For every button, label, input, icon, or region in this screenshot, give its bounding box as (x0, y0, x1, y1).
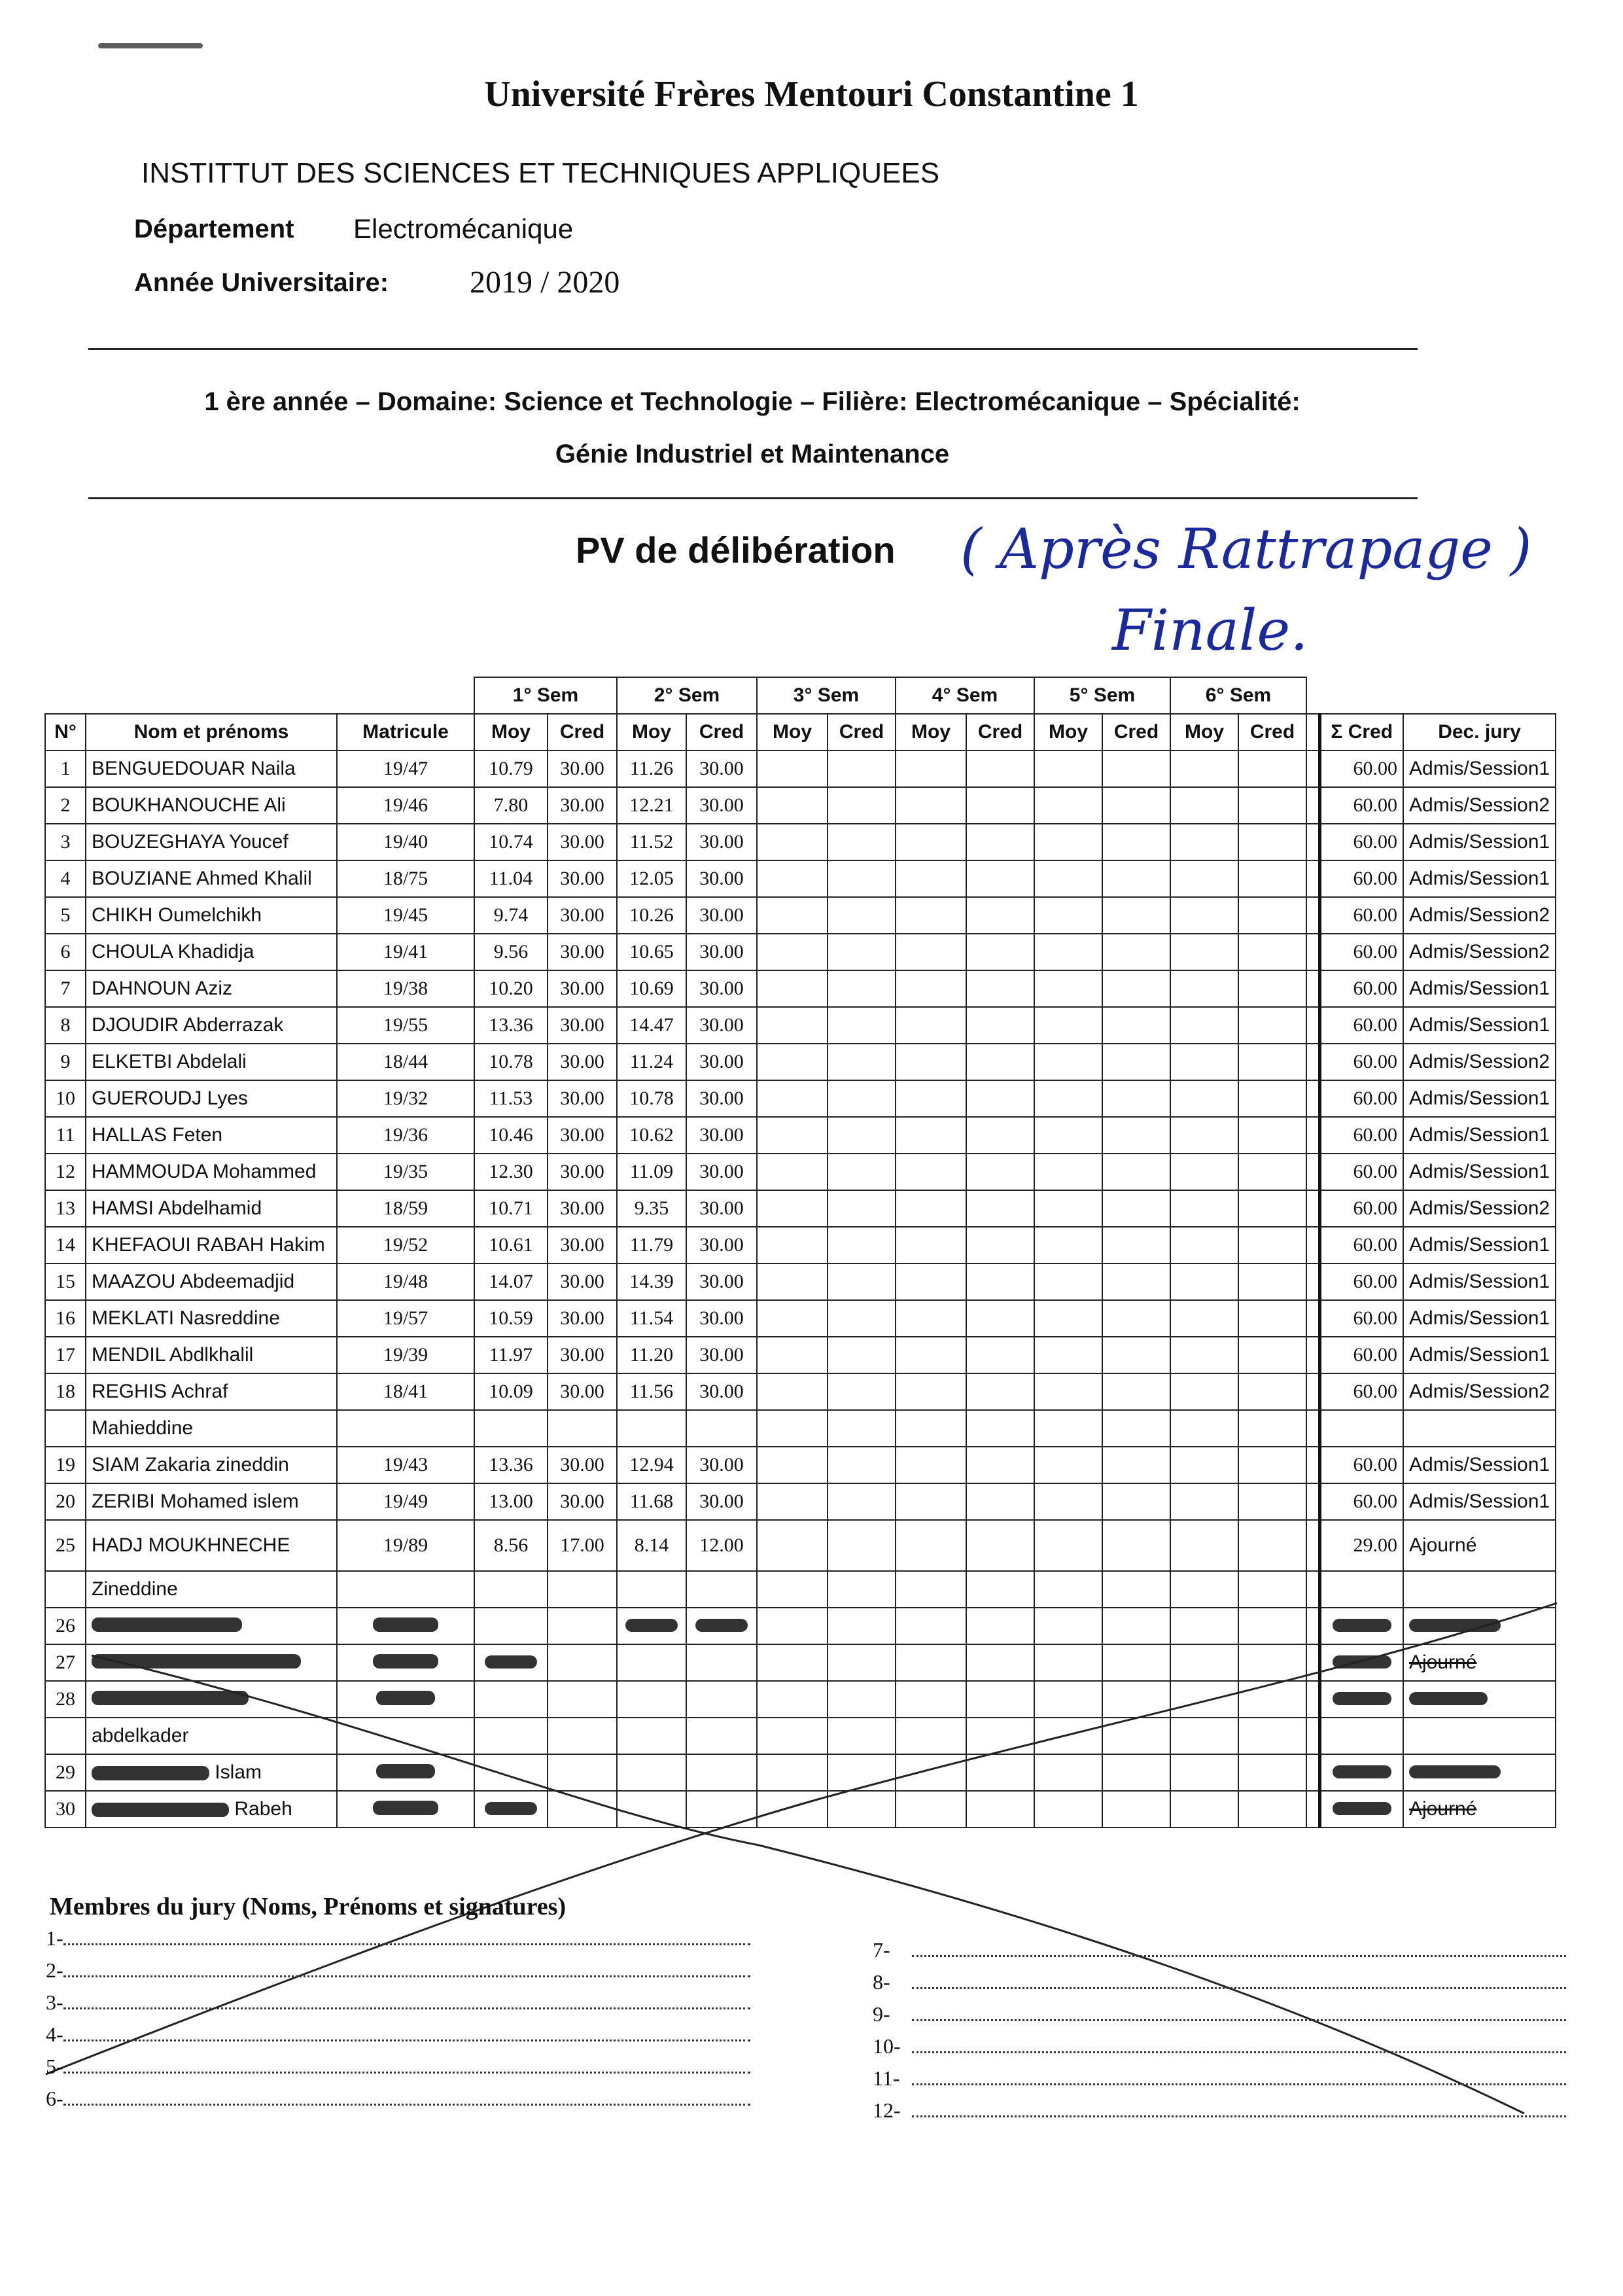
row25-moy1: 8.56 (474, 1520, 548, 1571)
cell-no: 8 (45, 1007, 86, 1044)
cell-moy2: 11.24 (617, 1044, 686, 1080)
col-moy-2: Moy (617, 714, 686, 751)
cell-no: 1 (45, 751, 86, 787)
row25-cred1: 17.00 (548, 1520, 617, 1571)
jury-line-8: 8- (873, 1970, 1566, 2002)
cell-sum-cred: 60.00 (1319, 897, 1403, 934)
cell-cred1: 30.00 (548, 1227, 617, 1263)
specialty-line-1: 1 ère année – Domaine: Science et Technologie – Filière: Electromécanique – Spécialité: (204, 387, 1300, 416)
cell-moy2: 11.79 (617, 1227, 686, 1263)
cell-cred1: 30.00 (548, 1373, 617, 1410)
cell-cred2: 30.00 (686, 787, 757, 824)
cell-matricule: 18/75 (337, 860, 474, 897)
cell-moy2: 10.78 (617, 1080, 686, 1117)
jury-line-9: 9- (873, 2002, 1566, 2034)
cell-sum-cred: 60.00 (1319, 1190, 1403, 1227)
jury-left-list (46, 1926, 750, 2119)
cell-no: 7 (45, 970, 86, 1007)
row28-no: 28 (45, 1681, 86, 1718)
cell-moy1: 10.20 (474, 970, 548, 1007)
cell-cred1: 30.00 (548, 1300, 617, 1337)
row19-no: 19 (45, 1447, 86, 1483)
cell-sum-cred: 60.00 (1319, 1373, 1403, 1410)
cell-name: GUEROUDJ Lyes (86, 1080, 337, 1117)
jury-line-10: 10- (873, 2034, 1566, 2066)
cell-moy2: 11.52 (617, 824, 686, 860)
col-cred-4: Cred (966, 714, 1034, 751)
cell-no: 13 (45, 1190, 86, 1227)
cell-decision: Admis/Session2 (1403, 897, 1556, 934)
cell-cred2: 30.00 (686, 1300, 757, 1337)
cell-moy2: 11.26 (617, 751, 686, 787)
cell-cred1: 30.00 (548, 934, 617, 970)
cell-cred1: 30.00 (548, 824, 617, 860)
cell-moy2: 11.56 (617, 1373, 686, 1410)
cell-no: 6 (45, 934, 86, 970)
cell-no: 10 (45, 1080, 86, 1117)
department-label: Département (134, 215, 294, 243)
cell-decision: Admis/Session1 (1403, 1300, 1556, 1337)
cell-sum-cred: 60.00 (1319, 860, 1403, 897)
row25-name-bottom: Zineddine (86, 1571, 337, 1608)
cell-matricule: 19/47 (337, 751, 474, 787)
sem1-header: 1° Sem (474, 677, 617, 714)
row27-no: 27 (45, 1644, 86, 1681)
cell-moy1: 10.59 (474, 1300, 548, 1337)
row19-name: SIAM Zakaria zineddin (86, 1447, 337, 1483)
row20-matricule: 19/49 (337, 1483, 474, 1520)
cell-matricule: 19/39 (337, 1337, 474, 1373)
cell-no: 15 (45, 1263, 86, 1300)
col-decision: Dec. jury (1403, 714, 1556, 751)
cell-matricule: 19/32 (337, 1080, 474, 1117)
cell-cred2: 30.00 (686, 1190, 757, 1227)
row25-matricule: 19/89 (337, 1520, 474, 1571)
cell-decision: Admis/Session2 (1403, 1190, 1556, 1227)
row20-cred2: 30.00 (686, 1483, 757, 1520)
col-cred-6: Cred (1238, 714, 1306, 751)
cell-decision: Admis/Session1 (1403, 860, 1556, 897)
cell-no: 2 (45, 787, 86, 824)
cell-cred2: 30.00 (686, 970, 757, 1007)
col-moy-5: Moy (1034, 714, 1102, 751)
cell-moy2: 12.05 (617, 860, 686, 897)
cell-name: HAMMOUDA Mohammed (86, 1154, 337, 1190)
cell-moy1: 13.36 (474, 1007, 548, 1044)
row25-sum: 29.00 (1319, 1520, 1403, 1571)
university-title: Université Frères Mentouri Constantine 1 (484, 74, 1139, 115)
cell-no: 11 (45, 1117, 86, 1154)
cell-cred2: 30.00 (686, 1373, 757, 1410)
cell-cred2: 30.00 (686, 751, 757, 787)
cell-decision: Admis/Session1 (1403, 1227, 1556, 1263)
institute-name: INSTITTUT DES SCIENCES ET TECHNIQUES APPLIQUEES (141, 157, 940, 189)
sem5-header: 5° Sem (1034, 677, 1170, 714)
cell-decision: Admis/Session1 (1403, 1263, 1556, 1300)
col-moy-1: Moy (474, 714, 548, 751)
cell-matricule: 19/38 (337, 970, 474, 1007)
year-label: Année Universitaire: (134, 268, 389, 297)
cell-matricule: 19/45 (337, 897, 474, 934)
row19-name-top: Mahieddine (86, 1410, 337, 1447)
row26-no: 26 (45, 1608, 86, 1644)
cell-moy2: 10.26 (617, 897, 686, 934)
col-moy-3: Moy (757, 714, 828, 751)
cell-sum-cred: 60.00 (1319, 1007, 1403, 1044)
row25-no: 25 (45, 1520, 86, 1571)
cell-cred2: 30.00 (686, 1117, 757, 1154)
cell-sum-cred: 60.00 (1319, 1300, 1403, 1337)
cell-cred2: 30.00 (686, 1080, 757, 1117)
cell-cred1: 30.00 (548, 970, 617, 1007)
cell-cred2: 30.00 (686, 897, 757, 934)
jury-title: Membres du jury (Noms, Prénoms et signatures) (50, 1893, 567, 1920)
cell-name: MENDIL Abdlkhalil (86, 1337, 337, 1373)
cell-no: 12 (45, 1154, 86, 1190)
cell-cred2: 30.00 (686, 1337, 757, 1373)
row20-sum: 60.00 (1319, 1483, 1403, 1520)
cell-name: MAAZOU Abdeemadjid (86, 1263, 337, 1300)
cell-cred1: 30.00 (548, 1154, 617, 1190)
cell-moy1: 10.74 (474, 824, 548, 860)
cell-sum-cred: 60.00 (1319, 934, 1403, 970)
cell-cred1: 30.00 (548, 1337, 617, 1373)
row29-name-top: abdelkader (86, 1718, 337, 1754)
cell-cred2: 30.00 (686, 1154, 757, 1190)
cell-decision: Admis/Session1 (1403, 1337, 1556, 1373)
cell-no: 4 (45, 860, 86, 897)
cell-decision: Admis/Session2 (1403, 787, 1556, 824)
col-cred-3: Cred (828, 714, 896, 751)
jury-line-5: 5- (46, 2055, 750, 2087)
cell-moy1: 10.78 (474, 1044, 548, 1080)
sem3-header: 3° Sem (757, 677, 896, 714)
cell-cred1: 30.00 (548, 1263, 617, 1300)
cell-moy2: 9.35 (617, 1190, 686, 1227)
cell-moy1: 12.30 (474, 1154, 548, 1190)
pv-title: PV de délibération (576, 529, 896, 571)
cell-cred1: 30.00 (548, 751, 617, 787)
year-value: 2019 / 2020 (470, 265, 620, 300)
cell-sum-cred: 60.00 (1319, 1080, 1403, 1117)
cell-decision: Admis/Session1 (1403, 1117, 1556, 1154)
jury-line-11: 11- (873, 2066, 1566, 2098)
cell-moy1: 10.71 (474, 1190, 548, 1227)
cell-decision: Admis/Session1 (1403, 1154, 1556, 1190)
cell-sum-cred: 60.00 (1319, 1227, 1403, 1263)
cell-moy1: 10.61 (474, 1227, 548, 1263)
row29-no: 29 (45, 1754, 86, 1791)
cell-sum-cred: 60.00 (1319, 1044, 1403, 1080)
cell-decision: Admis/Session1 (1403, 1080, 1556, 1117)
cell-matricule: 19/40 (337, 824, 474, 860)
cell-matricule: 19/41 (337, 934, 474, 970)
cell-no: 5 (45, 897, 86, 934)
cell-cred2: 30.00 (686, 824, 757, 860)
cell-no: 18 (45, 1373, 86, 1410)
row20-moy2: 11.68 (617, 1483, 686, 1520)
cell-decision: Admis/Session1 (1403, 751, 1556, 787)
cell-cred2: 30.00 (686, 934, 757, 970)
cell-moy1: 7.80 (474, 787, 548, 824)
cell-name: REGHIS Achraf (86, 1373, 337, 1410)
col-cred-2: Cred (686, 714, 757, 751)
cell-name: ELKETBI Abdelali (86, 1044, 337, 1080)
cell-moy2: 14.39 (617, 1263, 686, 1300)
cell-sum-cred: 60.00 (1319, 1337, 1403, 1373)
cell-moy2: 12.21 (617, 787, 686, 824)
cell-sum-cred: 60.00 (1319, 1117, 1403, 1154)
sem6-header: 6° Sem (1170, 677, 1306, 714)
cell-matricule: 18/44 (337, 1044, 474, 1080)
cell-no: 3 (45, 824, 86, 860)
handwritten-note-line-2: Finale. (1112, 598, 1308, 663)
row19-cred2: 30.00 (686, 1447, 757, 1483)
cell-cred1: 30.00 (548, 1044, 617, 1080)
col-moy-4: Moy (896, 714, 966, 751)
cell-cred1: 30.00 (548, 1007, 617, 1044)
row30-decision: Ajourné (1403, 1791, 1556, 1828)
col-no: N° (45, 714, 86, 751)
row20-cred1: 30.00 (548, 1483, 617, 1520)
cell-matricule: 19/36 (337, 1117, 474, 1154)
col-cred-5: Cred (1102, 714, 1170, 751)
cell-name: BENGUEDOUAR Naila (86, 751, 337, 787)
cell-matricule: 18/59 (337, 1190, 474, 1227)
row30-no: 30 (45, 1791, 86, 1828)
cell-sum-cred: 60.00 (1319, 1263, 1403, 1300)
cell-matricule: 19/57 (337, 1300, 474, 1337)
cell-cred1: 30.00 (548, 787, 617, 824)
cell-sum-cred: 60.00 (1319, 824, 1403, 860)
cell-moy2: 10.65 (617, 934, 686, 970)
cell-no: 9 (45, 1044, 86, 1080)
cell-cred1: 30.00 (548, 1190, 617, 1227)
row20-decision: Admis/Session1 (1403, 1483, 1556, 1520)
cell-no: 14 (45, 1227, 86, 1263)
cell-name: DAHNOUN Aziz (86, 970, 337, 1007)
jury-right-list (873, 1938, 1566, 2130)
cell-cred1: 30.00 (548, 860, 617, 897)
cell-decision: Admis/Session1 (1403, 824, 1556, 860)
row25-decision: Ajourné (1403, 1520, 1556, 1571)
col-cred-1: Cred (548, 714, 617, 751)
cell-sum-cred: 60.00 (1319, 751, 1403, 787)
col-name: Nom et prénoms (86, 714, 337, 751)
row19-cred1: 30.00 (548, 1447, 617, 1483)
jury-line-7: 7- (873, 1938, 1566, 1970)
cell-cred2: 30.00 (686, 860, 757, 897)
row29-name: Islam (215, 1761, 262, 1783)
cell-sum-cred: 60.00 (1319, 1154, 1403, 1190)
row27-decision: Ajourné (1403, 1644, 1556, 1681)
cell-name: BOUZEGHAYA Youcef (86, 824, 337, 860)
jury-line-12: 12- (873, 2098, 1566, 2130)
handwritten-note-line-1: ( Après Rattrapage ) (960, 517, 1532, 581)
cell-name: HAMSI Abdelhamid (86, 1190, 337, 1227)
cell-moy2: 11.54 (617, 1300, 686, 1337)
department-value: Electromécanique (353, 213, 574, 244)
cell-matricule: 19/48 (337, 1263, 474, 1300)
specialty-line-2: Génie Industriel et Maintenance (555, 440, 950, 468)
row19-moy1: 13.36 (474, 1447, 548, 1483)
cell-name: BOUKHANOUCHE Ali (86, 787, 337, 824)
row25-name: HADJ MOUKHNECHE (86, 1520, 337, 1571)
cell-matricule: 19/55 (337, 1007, 474, 1044)
col-moy-6: Moy (1170, 714, 1238, 751)
row19-matricule: 19/43 (337, 1447, 474, 1483)
cell-sum-cred: 60.00 (1319, 970, 1403, 1007)
sem2-header: 2° Sem (617, 677, 757, 714)
row30-name: Rabeh (234, 1798, 292, 1820)
cell-name: CHOULA Khadidja (86, 934, 337, 970)
cell-name: MEKLATI Nasreddine (86, 1300, 337, 1337)
cell-moy1: 10.09 (474, 1373, 548, 1410)
cell-name: DJOUDIR Abderrazak (86, 1007, 337, 1044)
cell-matricule: 19/52 (337, 1227, 474, 1263)
jury-line-3: 3- (46, 1990, 750, 2022)
row25-cred2: 12.00 (686, 1520, 757, 1571)
col-sum-cred: Σ Cred (1319, 714, 1403, 751)
jury-line-4: 4- (46, 2022, 750, 2055)
cell-moy1: 11.04 (474, 860, 548, 897)
cell-moy2: 10.62 (617, 1117, 686, 1154)
cell-cred1: 30.00 (548, 897, 617, 934)
cell-decision: Admis/Session1 (1403, 1007, 1556, 1044)
cell-moy1: 9.56 (474, 934, 548, 970)
cell-cred1: 30.00 (548, 1080, 617, 1117)
cell-name: CHIKH Oumelchikh (86, 897, 337, 934)
cell-decision: Admis/Session2 (1403, 1044, 1556, 1080)
cell-moy1: 10.79 (474, 751, 548, 787)
cell-moy2: 10.69 (617, 970, 686, 1007)
cell-moy1: 11.97 (474, 1337, 548, 1373)
cell-moy2: 11.09 (617, 1154, 686, 1190)
jury-line-6: 6- (46, 2087, 750, 2119)
cell-decision: Admis/Session2 (1403, 1373, 1556, 1410)
jury-line-2: 2- (46, 1958, 750, 1990)
cell-sum-cred: 60.00 (1319, 787, 1403, 824)
cell-cred2: 30.00 (686, 1044, 757, 1080)
row20-no: 20 (45, 1483, 86, 1520)
cell-moy1: 9.74 (474, 897, 548, 934)
cell-moy2: 14.47 (617, 1007, 686, 1044)
cell-name: HALLAS Feten (86, 1117, 337, 1154)
col-matricule: Matricule (337, 714, 474, 751)
cell-matricule: 19/46 (337, 787, 474, 824)
row25-moy2: 8.14 (617, 1520, 686, 1571)
cell-moy1: 14.07 (474, 1263, 548, 1300)
cell-matricule: 19/35 (337, 1154, 474, 1190)
row20-moy1: 13.00 (474, 1483, 548, 1520)
cell-decision: Admis/Session2 (1403, 934, 1556, 970)
cell-cred1: 30.00 (548, 1117, 617, 1154)
row20-name: ZERIBI Mohamed islem (86, 1483, 337, 1520)
cell-moy2: 11.20 (617, 1337, 686, 1373)
cell-cred2: 30.00 (686, 1007, 757, 1044)
cell-matricule: 18/41 (337, 1373, 474, 1410)
jury-line-1: 1- (46, 1926, 750, 1958)
cell-moy1: 11.53 (474, 1080, 548, 1117)
cell-moy1: 10.46 (474, 1117, 548, 1154)
cell-no: 17 (45, 1337, 86, 1373)
row19-decision: Admis/Session1 (1403, 1447, 1556, 1483)
cell-cred2: 30.00 (686, 1263, 757, 1300)
row19-sum: 60.00 (1319, 1447, 1403, 1483)
cell-cred2: 30.00 (686, 1227, 757, 1263)
cell-name: BOUZIANE Ahmed Khalil (86, 860, 337, 897)
cell-no: 16 (45, 1300, 86, 1337)
sem4-header: 4° Sem (896, 677, 1034, 714)
cell-decision: Admis/Session1 (1403, 970, 1556, 1007)
cell-name: KHEFAOUI RABAH Hakim (86, 1227, 337, 1263)
row19-moy2: 12.94 (617, 1447, 686, 1483)
